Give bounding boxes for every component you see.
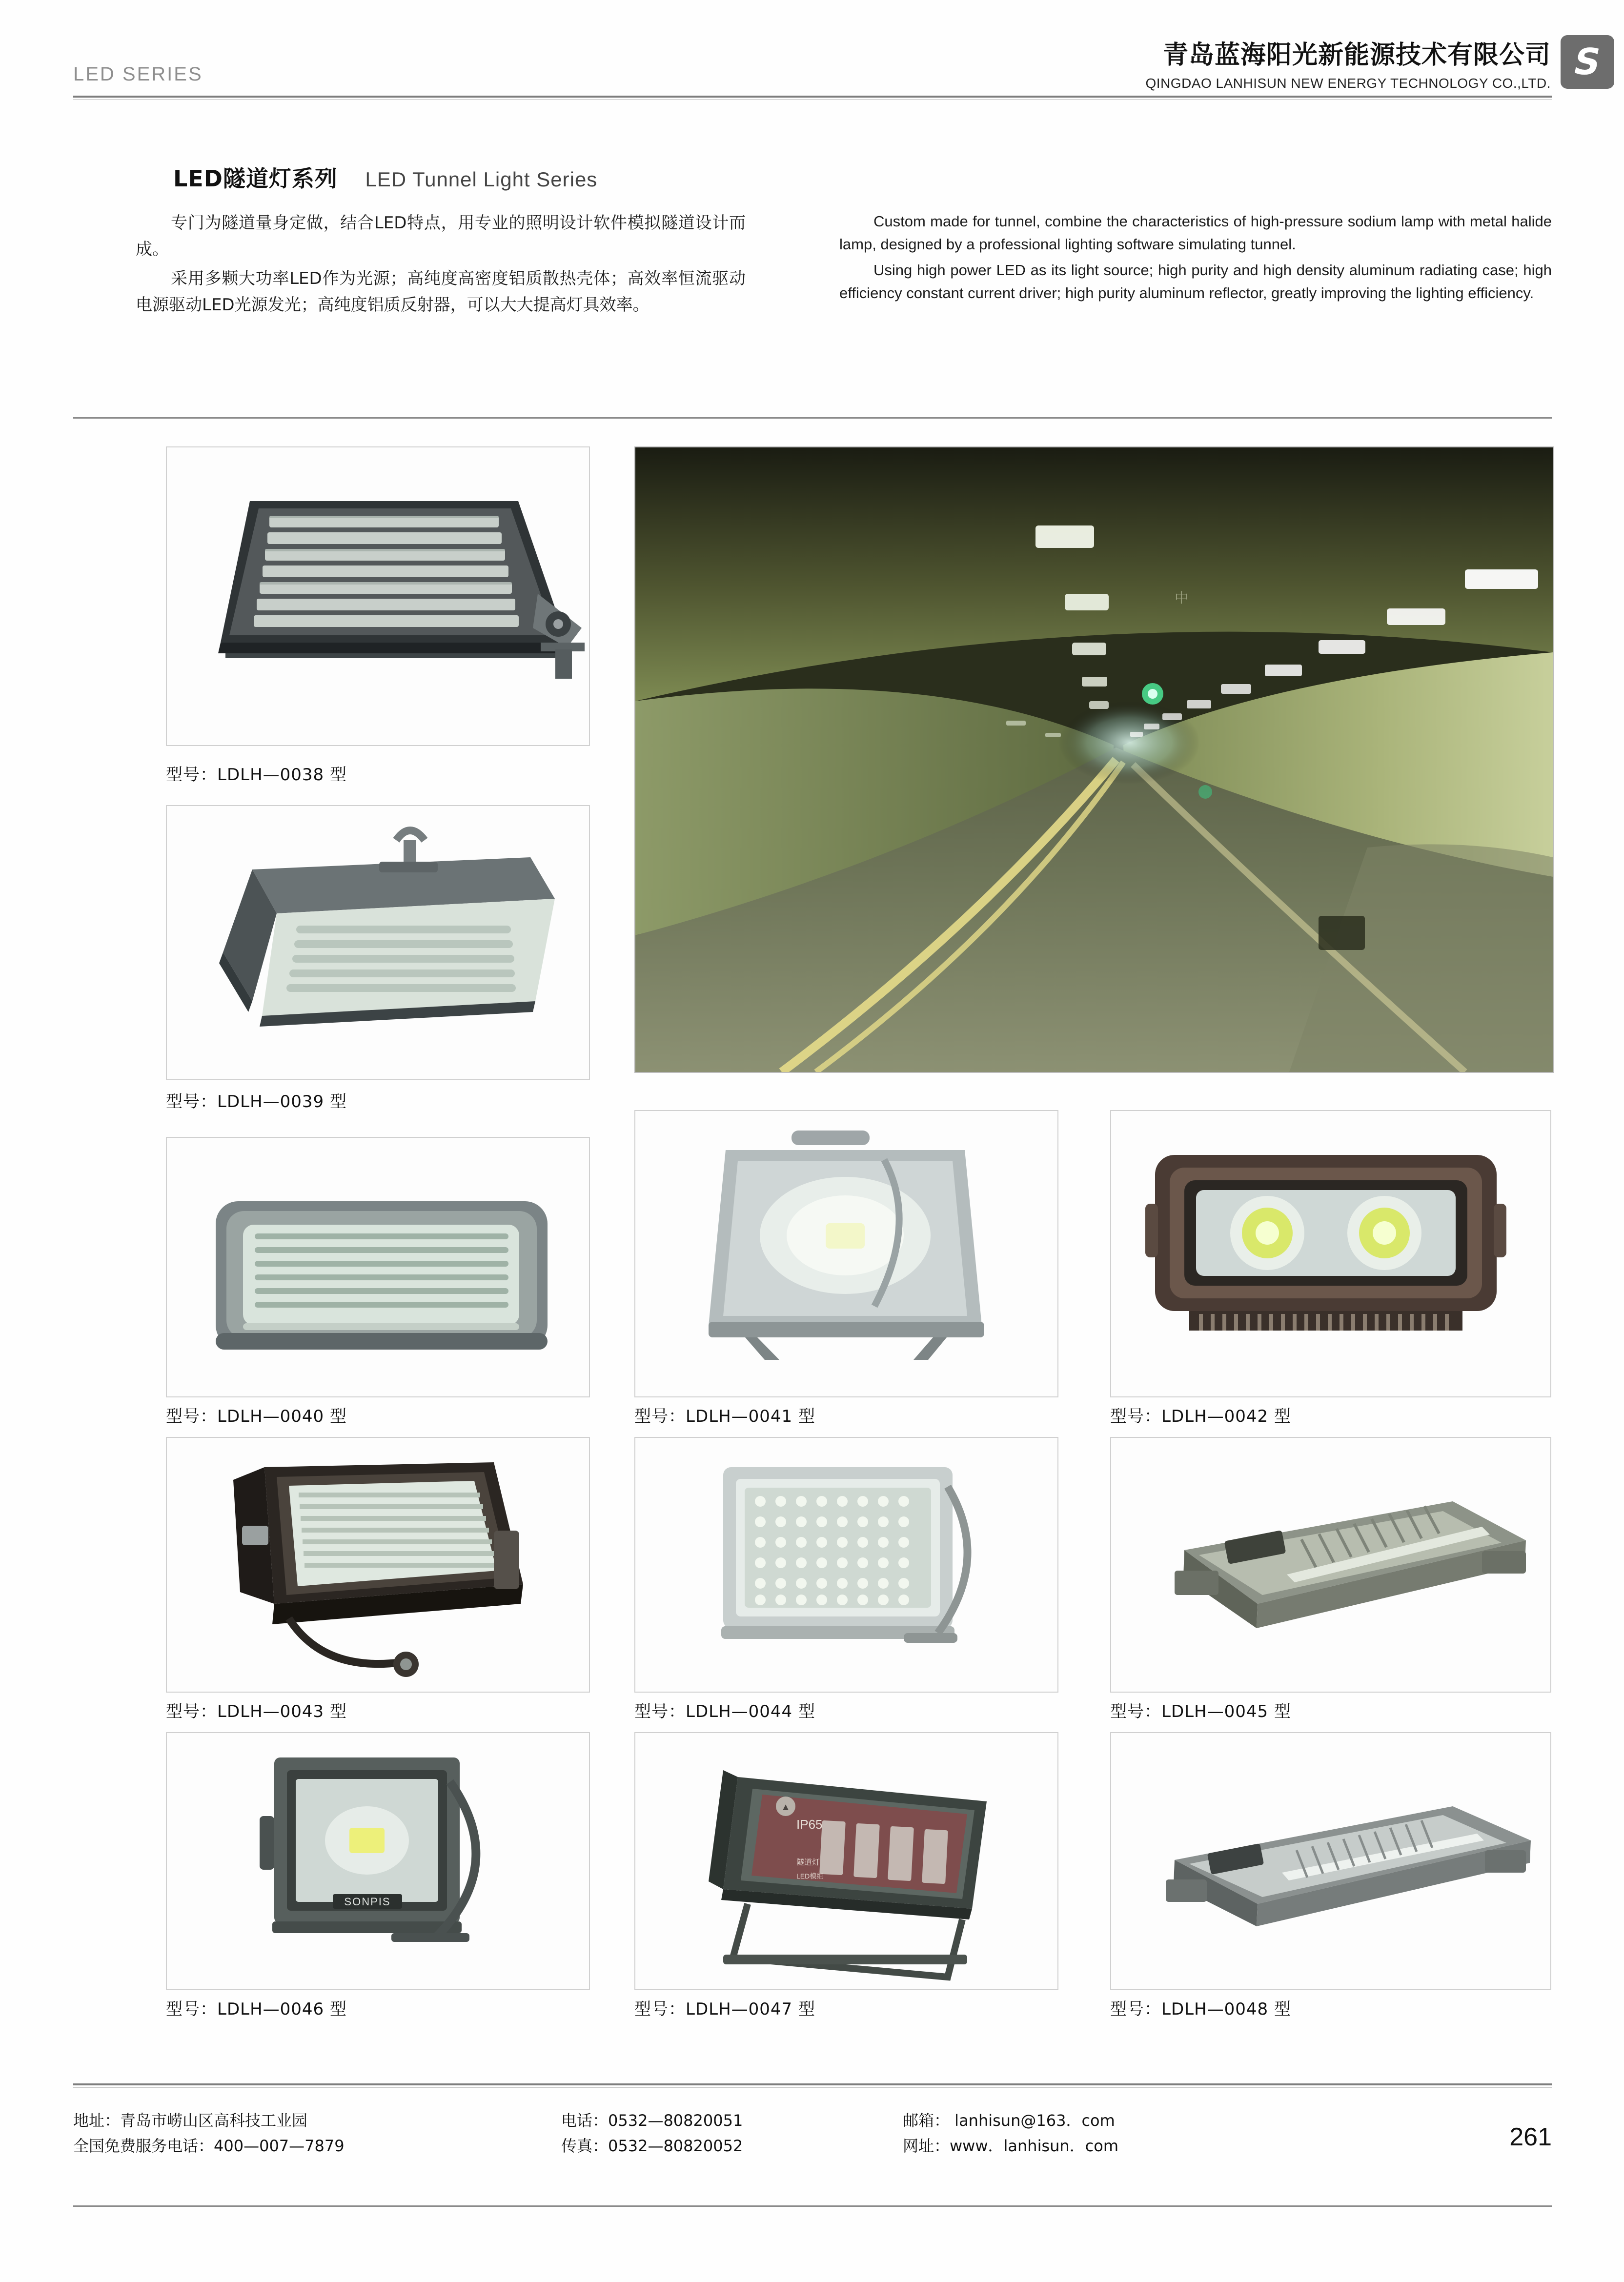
section-title-en: LED Tunnel Light Series xyxy=(365,168,598,191)
product-caption-0045: 型号：LDLH—0045 型 xyxy=(1110,1702,1291,1721)
page-footer xyxy=(73,2108,1552,2196)
rectangular-led-panel-illustration xyxy=(167,1138,589,1396)
company-block xyxy=(1038,34,1551,91)
intro-cn-p2: 采用多颗大功率LED作为光源；高纯度高密度铝质散热壳体；高效率恒流驱动电源驱动LED光源发光；高纯度铝质反射器，可以大大提高灯具效率。 xyxy=(136,269,746,315)
page-number: 261 xyxy=(1509,2123,1552,2151)
product-caption-0044: 型号：LDLH—0044 型 xyxy=(634,1702,815,1721)
long-linear-tunnel-fixture-illustration xyxy=(1111,1733,1550,1989)
svg-text:SONPIS: SONPIS xyxy=(344,1896,391,1908)
product-image-0038 xyxy=(166,446,590,746)
product-image-0039 xyxy=(166,805,590,1080)
product-caption-0043: 型号：LDLH—0043 型 xyxy=(166,1702,347,1721)
svg-text:中: 中 xyxy=(1175,590,1189,606)
intro-cn-p1: 专门为隧道量身定做，结合LED特点，用专业的照明设计软件模拟隧道设计而成。 xyxy=(136,213,746,259)
footer-tel: 电话：0532—80820051 xyxy=(561,2111,743,2130)
square-led-floodlight-illustration xyxy=(635,1438,1057,1692)
floodlight-panel-illustration xyxy=(167,447,589,745)
footer-hotline: 全国免费服务电话：400—007—7879 xyxy=(73,2137,345,2155)
twin-lens-floodlight-illustration xyxy=(1111,1111,1550,1396)
product-image-0040 xyxy=(166,1137,590,1397)
compact-cob-floodlight-illustration xyxy=(167,1733,589,1989)
product-image-0042 xyxy=(1110,1110,1551,1397)
footer-address-block xyxy=(73,2108,537,2159)
footer-divider-thin xyxy=(73,2087,1552,2088)
section-title-cn: LED隧道灯系列 xyxy=(173,165,338,192)
header-divider xyxy=(73,96,1552,98)
content-top-divider xyxy=(73,417,1552,419)
section-title xyxy=(173,161,597,193)
company-logo-icon xyxy=(1561,35,1614,89)
ip65-module-fixture-illustration xyxy=(635,1733,1057,1989)
product-image-0048 xyxy=(1110,1732,1551,1990)
product-caption-0038: 型号：LDLH—0038 型 xyxy=(166,765,347,785)
footer-website: 网址：www．lanhisun．com xyxy=(903,2137,1119,2155)
page-header xyxy=(0,0,1624,105)
product-caption-0047: 型号：LDLH—0047 型 xyxy=(634,1999,815,2019)
intro-en-p1: Custom made for tunnel, combine the characteristics of high-pressure sodium lamp with metal halide lamp, designed by a professional lighting software simulating tunnel. xyxy=(839,213,1552,253)
product-image-0046 xyxy=(166,1732,590,1990)
logo-glyph: S xyxy=(1570,41,1605,83)
svg-text:▲: ▲ xyxy=(781,1802,791,1813)
footer-phone-block xyxy=(561,2108,903,2159)
product-image-0043 xyxy=(166,1437,590,1693)
svg-text:IP65: IP65 xyxy=(796,1817,823,1832)
footer-fax: 传真：0532—80820052 xyxy=(561,2137,743,2155)
product-image-0041 xyxy=(634,1110,1058,1397)
product-image-0047 xyxy=(634,1732,1058,1990)
svg-text:隧道灯: 隧道灯 xyxy=(796,1858,820,1867)
footer-online-block xyxy=(903,2108,1342,2159)
series-label: LED SERIES xyxy=(73,63,203,85)
tunnel-interior-photo xyxy=(635,447,1553,1072)
product-caption-0039: 型号：LDLH—0039 型 xyxy=(166,1092,347,1111)
product-caption-0048: 型号：LDLH—0048 型 xyxy=(1110,1999,1291,2019)
tunnel-lamp-illustration xyxy=(167,806,589,1079)
header-divider-thin xyxy=(73,99,1552,100)
svg-text:LED模组: LED模组 xyxy=(796,1872,824,1880)
footer-divider xyxy=(73,2083,1552,2085)
product-image-0044 xyxy=(634,1437,1058,1693)
product-image-0045 xyxy=(1110,1437,1551,1693)
cob-floodlight-illustration xyxy=(635,1111,1057,1396)
linear-tunnel-fixture-illustration xyxy=(1111,1438,1550,1692)
intro-chinese xyxy=(136,210,746,321)
intro-english xyxy=(839,210,1552,307)
product-caption-0046: 型号：LDLH—0046 型 xyxy=(166,1999,347,2019)
company-name-cn: 青岛蓝海阳光新能源技术有限公司 xyxy=(1162,40,1551,70)
company-name-en: QINGDAO LANHISUN NEW ENERGY TECHNOLOGY CO.,LTD. xyxy=(1145,76,1551,91)
product-caption-0040: 型号：LDLH—0040 型 xyxy=(166,1407,347,1426)
angled-floodlight-illustration xyxy=(167,1438,589,1692)
product-caption-0042: 型号：LDLH—0042 型 xyxy=(1110,1407,1291,1426)
product-caption-0041: 型号：LDLH—0041 型 xyxy=(634,1407,815,1426)
footer-address: 地址：青岛市崂山区高科技工业园 xyxy=(73,2111,308,2130)
tunnel-scene-photo xyxy=(634,446,1554,1073)
intro-en-p2: Using high power LED as its light source; high purity and high density aluminum radiating case; high efficiency constant current driver; high purity aluminum reflector, greatly improving the lighting efficiency. xyxy=(839,262,1552,302)
footer-email: 邮箱： lanhisun@163．com xyxy=(903,2111,1115,2130)
footer-bottom-divider xyxy=(73,2205,1552,2207)
